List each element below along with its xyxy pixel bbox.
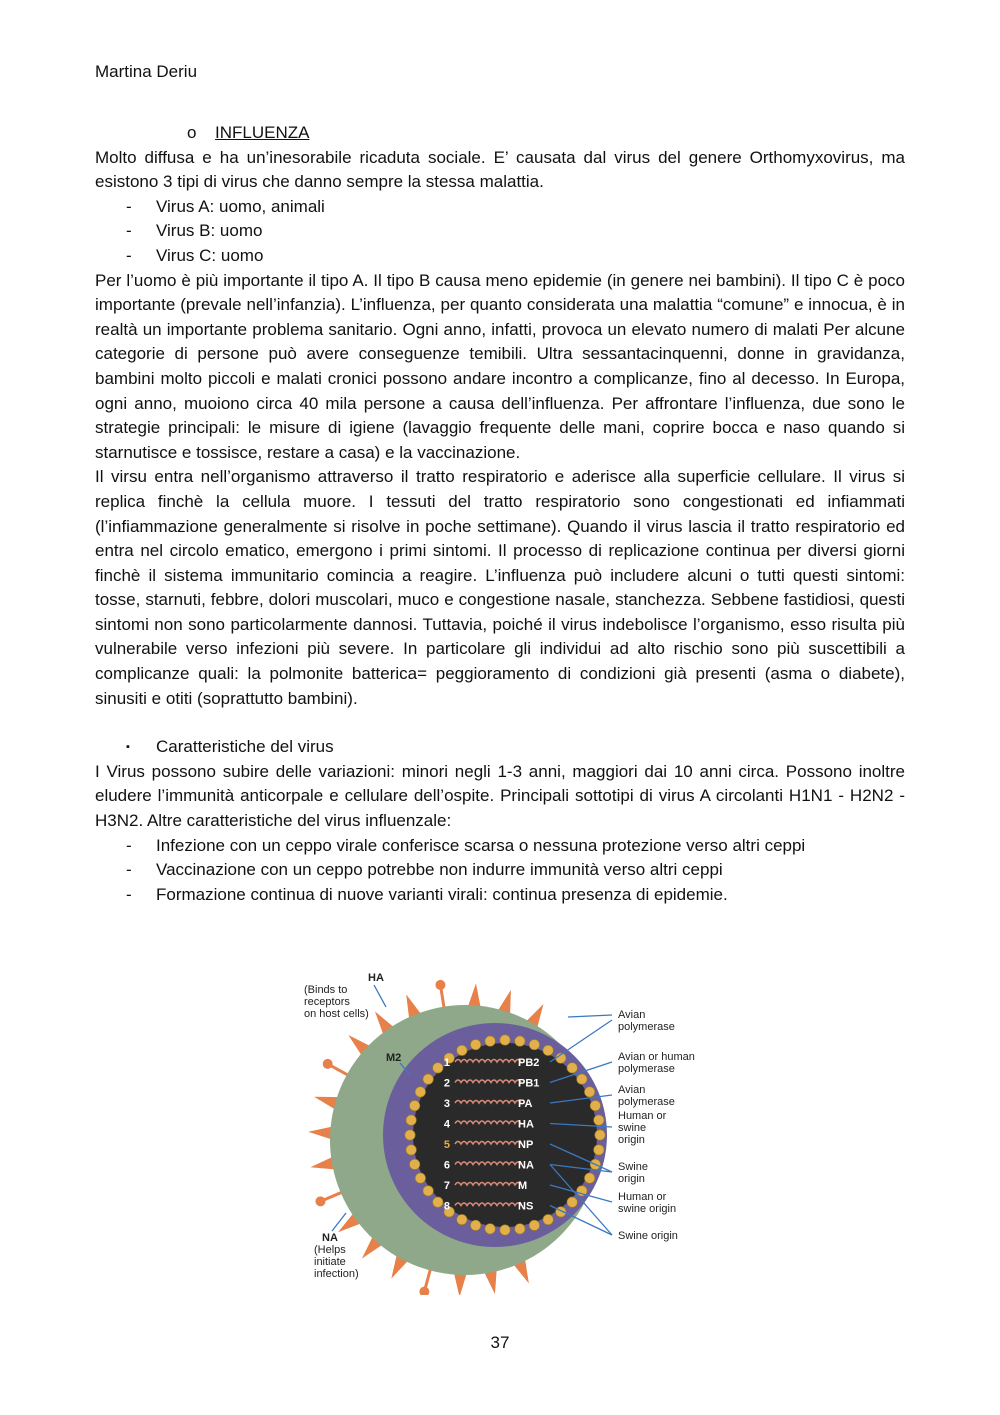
subsection-title: Caratteristiche del virus bbox=[156, 737, 334, 757]
segment-number: 6 bbox=[443, 1159, 450, 1172]
protein-bead bbox=[500, 1225, 510, 1235]
body-paragraph: Il virsu entra nell’organismo attraverso il tratto respiratorio e aderisce alla superficie cellulare. Il virus si replica finchè la cellula muore. I tessuti del tratto respiratorio sono congestionati ed infiammati (l’infiammazione generalmente si risolve in poche settimane). Quando il virus lascia il tratto respiratorio ed entra nel circolo ematico, emergono i primi sintomi. Il processo di replicazione continua per diversi giorni finchè il sistema immunitario comincia a reagire. L’influenza può includere alcuni o tutti questi sintomi: tosse, starnuti, febbre, dolori muscolari, muco e congestione nasale, stanchezza. Sebbene fastidiosi, questi sintomi non sono particolarmente dannosi. Tuttavia, poiché il virus indebolisce l’organismo, esso risulta più vulnerabile verso infezioni più severe. In particolare gli individui ad alto rischio sono più suscettibili a complicanze quali: la polmonite batterica= peggioramento di condizioni già presenti (asma o diabete), sinusiti e otiti (soprattutto bambini). bbox=[95, 467, 905, 708]
body-paragraph: Per l’uomo è più importante il tipo A. Il tipo B causa meno epidemie (in genere nei bambini). Il tipo C è poco importante (prevale nell’infanzia). L’influenza, per quanto considerata una malattia “comune” e innocua, è in realtà un importante problema sanitario. Ogni anno, infatti, provoca un elevato numero di malati Per alcune categorie di persone può avere conseguenze temibili. Ultra sessantacinquenni, donne in gravidanza, bambini molto piccoli e malati cronici possono andare incontro a complicanze, fino al decesso. In Europa, ogni anno, muoiono circa 40 mila persone a causa dell’influenza. Per affrontare l’influenza, due sono le strategie principali: le misure di igiene (lavaggio frequente delle mani, coprire bocca e naso quando si starnutisce e tossisce, restare a casa) e la vaccinazione. bbox=[95, 270, 905, 462]
segment-gene-label: PA bbox=[518, 1098, 533, 1110]
protein-bead bbox=[470, 1039, 480, 1049]
segment-gene-label: NS bbox=[518, 1200, 534, 1213]
protein-bead bbox=[415, 1173, 425, 1183]
origin-label: Human or swine origin bbox=[618, 1191, 677, 1215]
dash-bullet-icon: - bbox=[126, 835, 132, 855]
dash-bullet-icon: - bbox=[126, 245, 132, 265]
protein-bead bbox=[485, 1036, 495, 1046]
protein-bead bbox=[406, 1145, 416, 1155]
protein-bead bbox=[567, 1197, 577, 1207]
subsection-heading bbox=[95, 735, 905, 760]
na-spike-head bbox=[315, 1196, 325, 1206]
square-bullet-icon: ▪ bbox=[126, 741, 130, 754]
origin-label: Avian or human polymerase bbox=[618, 1051, 695, 1075]
list-item: - Virus C: uomo bbox=[95, 244, 905, 269]
origin-label: Swine origin bbox=[618, 1161, 648, 1185]
dash-bullet-icon: - bbox=[126, 860, 132, 880]
protein-bead bbox=[594, 1145, 604, 1155]
list-item: - Virus B: uomo bbox=[95, 219, 905, 244]
na-description: (Helps initiate infection) bbox=[314, 1244, 359, 1280]
na-spike-head bbox=[323, 1059, 333, 1069]
segment-number: 8 bbox=[443, 1200, 450, 1213]
section-heading bbox=[95, 121, 905, 146]
dash-bullet-icon: - bbox=[126, 221, 132, 241]
dash-bullet-icon: - bbox=[126, 884, 132, 904]
origin-label: Avian polymerase bbox=[618, 1009, 675, 1033]
segment-gene-label: HA bbox=[518, 1118, 534, 1131]
protein-bead bbox=[406, 1115, 416, 1125]
origin-label: Human or swine origin bbox=[618, 1110, 667, 1146]
influenza-virus-figure bbox=[300, 965, 720, 1295]
ha-label: HA bbox=[368, 972, 384, 984]
list-item: - Vaccinazione con un ceppo potrebbe non indurre immunità verso altri ceppi bbox=[95, 858, 905, 883]
protein-bead bbox=[529, 1039, 539, 1049]
protein-bead bbox=[415, 1087, 425, 1097]
virus-type-list bbox=[95, 195, 905, 269]
protein-bead bbox=[543, 1214, 553, 1224]
origin-label: Avian polymerase bbox=[618, 1084, 675, 1108]
segment-number: 1 bbox=[443, 1057, 450, 1069]
segment-number: 4 bbox=[443, 1118, 450, 1131]
protein-bead bbox=[584, 1087, 594, 1097]
protein-bead bbox=[457, 1045, 467, 1055]
protein-bead bbox=[470, 1220, 480, 1230]
na-spike-head bbox=[419, 1287, 429, 1295]
segment-gene-label: NP bbox=[518, 1139, 534, 1151]
protein-bead bbox=[485, 1224, 495, 1234]
m2-label: M2 bbox=[386, 1052, 402, 1064]
segment-number: 2 bbox=[443, 1077, 450, 1090]
protein-bead bbox=[595, 1130, 605, 1140]
dash-bullet-icon: - bbox=[126, 196, 132, 216]
circle-bullet-icon: o bbox=[187, 123, 197, 142]
protein-bead bbox=[584, 1173, 594, 1183]
segment-number: 3 bbox=[443, 1098, 450, 1110]
na-spike-head bbox=[435, 980, 445, 990]
author-header: Martina Deriu bbox=[95, 62, 198, 81]
list-item: - Formazione continua di nuove varianti virali: continua presenza di epidemie. bbox=[95, 883, 905, 908]
protein-bead bbox=[543, 1045, 553, 1055]
protein-bead bbox=[423, 1074, 433, 1084]
segment-gene-label: PB1 bbox=[518, 1077, 540, 1090]
list-item: - Virus A: uomo, animali bbox=[95, 195, 905, 220]
segment-gene-label: NA bbox=[518, 1159, 534, 1172]
ha-description: (Binds to receptors on host cells) bbox=[304, 984, 369, 1020]
protein-bead bbox=[577, 1074, 587, 1084]
characteristics-list bbox=[95, 834, 905, 908]
protein-bead bbox=[409, 1159, 419, 1169]
protein-bead bbox=[405, 1130, 415, 1140]
protein-bead bbox=[500, 1035, 510, 1045]
list-item: - Infezione con un ceppo virale conferisce scarsa o nessuna protezione verso altri ceppi bbox=[95, 834, 905, 859]
leader-line bbox=[374, 985, 386, 1007]
leader-line bbox=[550, 1020, 612, 1062]
protein-bead bbox=[594, 1115, 604, 1125]
protein-bead bbox=[423, 1186, 433, 1196]
protein-bead bbox=[529, 1220, 539, 1230]
protein-bead bbox=[567, 1063, 577, 1073]
segment-number: 5 bbox=[443, 1139, 450, 1151]
origin-label: Swine origin bbox=[618, 1230, 678, 1242]
body-paragraph: I Virus possono subire delle variazioni: minori negli 1-3 anni, maggiori dai 10 anni circa. Possono inoltre eludere l’immunità anticorpale e cellulare dell’ospite. Principali sottotipi di virus A circolanti H1N1 - H2N2 - H3N2. Altre caratteristiche del virus influenzale: bbox=[95, 761, 905, 831]
protein-bead bbox=[515, 1036, 525, 1046]
leader-line bbox=[568, 1015, 612, 1017]
segment-gene-label: M bbox=[518, 1180, 528, 1192]
protein-bead bbox=[433, 1063, 443, 1073]
protein-bead bbox=[457, 1214, 467, 1224]
protein-bead bbox=[433, 1197, 443, 1207]
protein-bead bbox=[409, 1100, 419, 1110]
protein-bead bbox=[515, 1224, 525, 1234]
protein-bead bbox=[590, 1100, 600, 1110]
segment-number: 7 bbox=[443, 1180, 450, 1192]
intro-paragraph: Molto diffusa e ha un’inesorabile ricaduta sociale. E’ causata dal virus del genere Orthomyxovirus, ma esistono 3 tipi di virus che danno sempre la stessa malattia. bbox=[95, 147, 905, 192]
document-body bbox=[95, 121, 905, 907]
influenza-virus-diagram bbox=[300, 965, 720, 1295]
na-label: NA bbox=[322, 1232, 338, 1244]
section-title: INFLUENZA bbox=[215, 123, 310, 142]
page-number: 37 bbox=[490, 1333, 510, 1352]
segment-gene-label: PB2 bbox=[518, 1057, 540, 1069]
